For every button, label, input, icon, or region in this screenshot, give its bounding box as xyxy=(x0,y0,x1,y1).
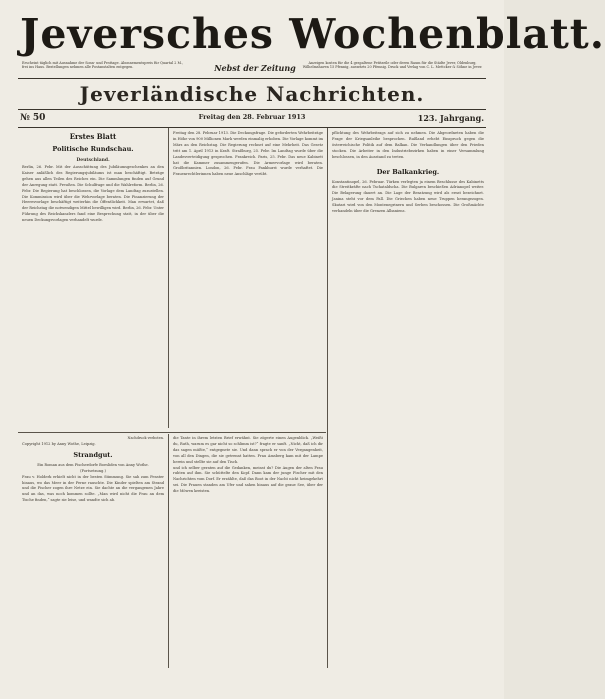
serial-text: und ich selber geraten auf die Gedanken, meinst du? Die Augen der alten Frau ruhten auf ihm. Sie schüttelte den Kopf. Dann kam der junge Fischer mit den Nachrichten vom Dorf. Er erzählte, daß das Boot in der Nacht nicht heimgekehrt sei. Die Frauen standen am Ufer und sahen hinaus auf die graue See, über der die Möwen kreisten. xyxy=(173,465,323,494)
region-heading: Deutschland. xyxy=(76,158,110,163)
serial-text: Frau v. Holderk erhielt nicht in der besten Stimmung. Sie sah zum Fenster hinaus, wo das Meer in der Ferne rauschte. Die Kinder spielten am Strand und die Fischer zogen ihre Netze ein. Sie dachte an die vergangenen Jahre und an das, was noch kommen sollte. „Man wird nicht die Frau an dem Tische finden,“ sagte sie leise, und wandte sich ab. xyxy=(22,474,164,503)
section-heading: Erstes Blatt xyxy=(69,132,117,141)
rule xyxy=(18,109,486,110)
issue-line xyxy=(18,112,486,126)
reprint-notice: Nachdruck verboten. xyxy=(127,436,164,440)
serial-title: Strandgut. xyxy=(73,450,113,459)
issue-number: № 50 xyxy=(20,113,46,123)
column-balkan xyxy=(332,131,484,667)
column-news xyxy=(173,131,323,429)
feuilleton-column-2 xyxy=(173,436,323,668)
section-title: Politische Rundschau. xyxy=(52,145,134,153)
article-text: Konstantinopel, 26. Februar. Türken verlegten ja einem Beschlusse des Kabinetts die Streitkräfte nach Tschataldscha. Die Bulgaren beschießen Adrianopel weiter. Die Belagerung dauert an. Die Lage der Besatzung wird als ernst bezeichnet. Janina steht vor dem Fall. Die Griechen haben neue Truppen herangezogen. Skutari wird von den Montenegrinern und Serben beschossen. Die Großmächte verhandeln über die Grenzen Albaniens. xyxy=(332,179,484,214)
feuilleton-column xyxy=(22,436,164,668)
column-divider xyxy=(168,128,169,428)
serial-text: die Tante in ihrem letzten Brief erwähnt. Sie zögerte einen Augenblick. „Weißt du, Ruth, warum es gar nicht so schlimm ist?“ fragte er sanft. „Nicht, daß ich dir das sagen müßte,“ entgegnete sie. Und dann sprach er von der Vergangenheit, von all den Dingen, die sie getrennt hatten. Frau Amsberg kam mit der Lampe herein und stellte sie auf den Tisch. xyxy=(173,436,323,464)
regional-subhead: Jeverländische Nachrichten. xyxy=(79,82,425,106)
rule xyxy=(18,78,486,79)
column-divider xyxy=(327,128,328,668)
article-text: pflichtung des Wehrbeitrags auf sich zu nehmen. Die Abgeordneten haben die Frage der Kriegsanleihe besprochen. Rußland erhebt Einspruch gegen die österreichische Politik auf dem Balkan. Die Verhandlungen über den Frieden stocken. Die Arbeiter in den Industriebezirken haben in einer Versammlung beschlossen, in den Ausstand zu treten. xyxy=(332,131,484,159)
volume: 123. Jahrgang. xyxy=(417,113,484,123)
balkan-heading: Der Balkankrieg. xyxy=(376,167,440,176)
column-politics xyxy=(22,131,164,429)
masthead-subtitle: Nebst der Zeitung xyxy=(214,63,296,73)
article-text: Berlin, 26. Febr. Mit der Ausschüttung des Jubiläumsgeschenkes an den Kaiser anläßlich des Regierungsjubiläums ist man beschäftigt. Beträge gehen aus allen Teilen des Reiches ein. Die Sammlungen finden auf Grund der Anregung statt. Preußen. Die Schulfrage und die Wahlreform. Berlin, 26. Febr. Die Regierung hat beschlossen, die Vorlage dem Landtag zuzustellen. Die Kommission wird über die Wehrvorlage beraten. Die Finanzierung der Heeresvorlage beschäftigt weiterhin die Öffentlichkeit. Man erwartet, daß der Reichstag die notwendigen Mittel bewilligen wird. Berlin, 26. Febr. Unter Führung des Reichskanzlers fand eine Besprechung statt, in der über die neuen Deckungsvorlagen verhandelt wurde. xyxy=(22,165,164,223)
chapter-note: (Fortsetzung.) xyxy=(80,468,106,473)
feuilleton-divider xyxy=(18,432,326,433)
issue-date: Freitag den 28. Februar 1913 xyxy=(198,113,306,121)
rule xyxy=(18,127,486,128)
serial-subtitle: Ein Roman aus dem Fischerdorfe Boesliden von Anny Wothe. xyxy=(37,462,149,467)
subscription-notice: Erscheint täglich mit Ausnahme der Sonn- und Festtage. Abonnementspreis für Quartal 2 M., frei ins Haus. Bestellungen nehmen alle Postanstalten entgegen. xyxy=(22,61,184,70)
article-text: Freitag den 28. Februar 1913. Die Deckungsfrage. Die geforderten Wehrbeiträge in Höhe von 900 Millionen Mark werden einmalig erhoben. Die Vorlage kommt im März an den Reichstag. Die Regierung rechnet auf eine Mehrheit. Das Gesetz tritt am 1. April 1913 in Kraft. Straßburg, 25. Febr. Im Landtag wurde über die Landesverteidigung gesprochen. Frankreich. Paris, 25. Febr. Das neue Kabinett hat die Kammer zusammengerufen. Die Armeevorlage wird beraten. Großbritannien. London, 26. Febr. Frau Pankhurst wurde verhaftet. Die Frauenrechtlerinnen haben neue Anschläge verübt. xyxy=(173,131,323,177)
advertising-notice: Anzeigen kosten für die 4 gespaltene Petitzeile oder deren Raum für die Städte Jever, Oldenburg, Wilhelmshaven 15 Pfennig, auswärts 20 Pfennig. Druck und Verlag von C. L. Mettcker & Söhne in Jever. xyxy=(302,61,483,70)
copyright: Copyright 1912 by Anny Wothe, Leipzig. xyxy=(22,441,96,446)
column-divider xyxy=(168,434,169,668)
masthead-title: Jeversches Wochenblatt. xyxy=(20,10,605,58)
